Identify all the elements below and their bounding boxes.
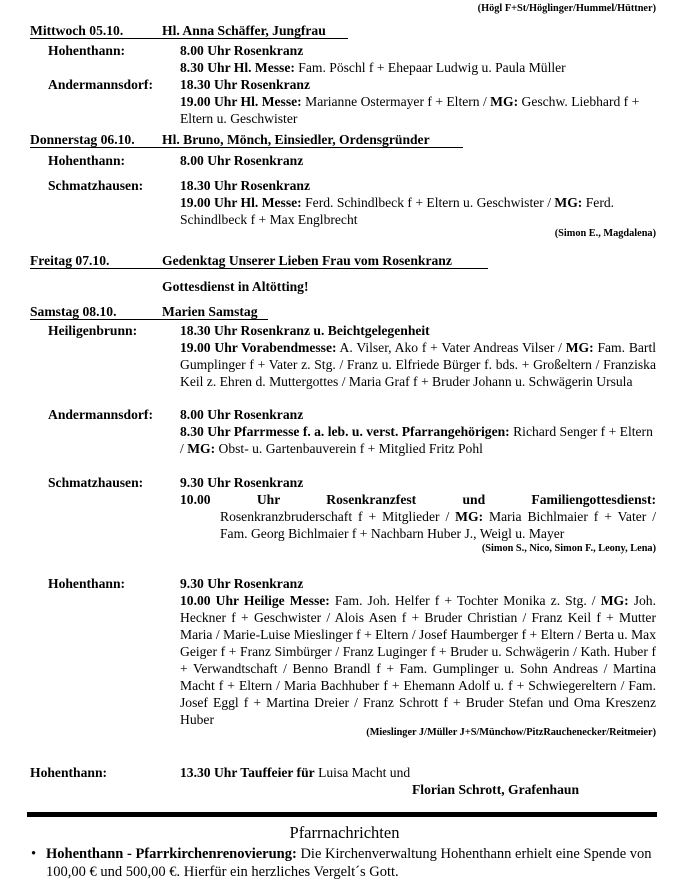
day-header-saturday [30, 303, 270, 320]
entry-mass: 19.00 Uhr Vorabendmesse: A. Vilser, Ako f + Vater Andreas Vilser / MG: Fam. Bartl Gumplinger f + Vater z. Stg. / Franz u. Elfriede Bürger f. bds. + Großeltern / Franziska Keil z. Ehren d. Muttergottes / Maria Graf f + Bruder Johann u. Schwägerin Ursula [180, 340, 656, 389]
location-label: Andermannsdorf: [48, 77, 153, 92]
entry-time: 8.00 Uhr Rosenkranz [180, 153, 304, 168]
entry-time: 8.00 Uhr Rosenkranz [180, 43, 304, 58]
entry [180, 177, 656, 228]
day-header-friday [30, 252, 490, 269]
day-header-wednesday [30, 22, 350, 39]
section-heading: Pfarrnachrichten [289, 823, 400, 842]
entry-time: 18.30 Uhr Rosenkranz [180, 77, 311, 92]
day-date: Mittwoch 05.10. [30, 23, 124, 38]
entry [180, 406, 656, 457]
underline [30, 268, 488, 269]
entry-festival: 10.00 Uhr Rosenkranzfest und Familiengottesdienst: [180, 492, 656, 507]
entry-mass: 19.00 Uhr Hl. Messe: Ferd. Schindlbeck f + Eltern u. Geschwister / MG: Ferd. Schindlbeck f + Max Englbrecht [180, 195, 615, 227]
entry-intentions: Rosenkranzbruderschaft f + Mitglieder / MG: Maria Bichlmaier f + Vater / Fam. Georg Bichlmaier f + Nachbarn Huber J., Weigl u. Mayer [220, 509, 657, 541]
entry-mass: 19.00 Uhr Hl. Messe: Marianne Ostermayer f + Eltern / MG: Geschw. Liebhard f + Eltern u. Geschwister [180, 94, 640, 126]
entry-time: 18.30 Uhr Rosenkranz u. Beichtgelegenheit [180, 323, 430, 338]
altar-server-note: (Simon E., Magdalena) [554, 228, 656, 239]
location-label: Schmatzhausen: [48, 178, 144, 193]
day-date: Freitag 07.10. [30, 253, 110, 268]
underline [30, 38, 348, 39]
baptism-names: Florian Schrott, Grafenhaun [412, 782, 580, 797]
day-date: Donnerstag 06.10. [30, 132, 135, 147]
altar-server-note: (Simon S., Nico, Simon F., Leony, Lena) [481, 543, 656, 554]
note-top: (Högl F+St/Höglinger/Hummel/Hüttner) [477, 3, 656, 14]
day-title: Hl. Bruno, Mönch, Einsiedler, Ordensgründer [162, 132, 430, 147]
underline [30, 319, 268, 320]
entry [180, 42, 656, 76]
location-label: Andermannsdorf: [48, 407, 153, 422]
entry-mass: 10.00 Uhr Heilige Messe: Fam. Joh. Helfer f + Tochter Monika z. Stg. / MG: Joh. Heckner f + Geschwister / Alois Asen f + Bruder Christian / Franz Keil f + Mutter Maria / Marie-Luise Mieslinger f + Eltern / Josef Haumberger f + Eltern / Berta u. Max Geiger f + Franz Simbürger / Franz Luginger f + Bruder u. Schwägerin / Kath. Huber f + Verwandtschaft / Benno Brandl f + Fam. Gumplinger u. Sohn Andreas / Martina Macht f + Eltern / Maria Bachhuber f + Ehemann Adolf u. f + Schwiegereltern / Fam. Josef Eggl f + Martina Dreier / Franz Schrott f + Bruder Stefan und Oma Kreszenz Huber [180, 593, 656, 727]
baptism-entry: 13.30 Uhr Tauffeier für Luisa Macht und [180, 765, 411, 780]
location-label: Schmatzhausen: [48, 475, 144, 490]
entry-time: 18.30 Uhr Rosenkranz [180, 178, 311, 193]
news-item: Hohenthann - Pfarrkirchenrenovierung: Die Kirchenverwaltung Hohenthann erhielt eine Spende von 100,00 € und 500,00 €. Hierfür ein herzliches Vergelt´s Gott. [46, 846, 652, 880]
entry [180, 575, 656, 728]
entry-time: 9.30 Uhr Rosenkranz [180, 576, 304, 591]
friday-note: Gottesdienst in Altötting! [162, 279, 309, 294]
location-label: Hohenthann: [48, 576, 126, 591]
entry [180, 474, 656, 542]
bullet-icon: • [31, 846, 37, 862]
location-label: Hohenthann: [30, 765, 108, 780]
location-label: Hohenthann: [48, 153, 126, 168]
entry [180, 322, 656, 390]
entry-mass: 8.30 Uhr Pfarrmesse f. a. leb. u. verst. Pfarrangehörigen: Richard Senger f + Eltern / MG: Obst- u. Gartenbauverein f + Mitglied Fritz Pohl [180, 424, 653, 456]
entry-time: 9.30 Uhr Rosenkranz [180, 475, 304, 490]
day-title: Marien Samstag [162, 304, 258, 319]
location-label: Hohenthann: [48, 43, 126, 58]
underline [30, 147, 463, 148]
day-date: Samstag 08.10. [30, 304, 117, 319]
entry-time: 8.00 Uhr Rosenkranz [180, 407, 304, 422]
day-title: Gedenktag Unserer Lieben Frau vom Rosenkranz [162, 253, 452, 268]
day-header-thursday [30, 131, 470, 148]
entry [180, 76, 656, 127]
day-title: Hl. Anna Schäffer, Jungfrau [162, 23, 326, 38]
entry-mass: 8.30 Uhr Hl. Messe: Fam. Pöschl f + Ehepaar Ludwig u. Paula Müller [180, 60, 566, 75]
section-divider [27, 812, 657, 817]
location-label: Heiligenbrunn: [48, 323, 138, 338]
altar-server-note: (Mieslinger J/Müller J+S/Münchow/PitzRauchenecker/Reitmeier) [366, 727, 656, 738]
